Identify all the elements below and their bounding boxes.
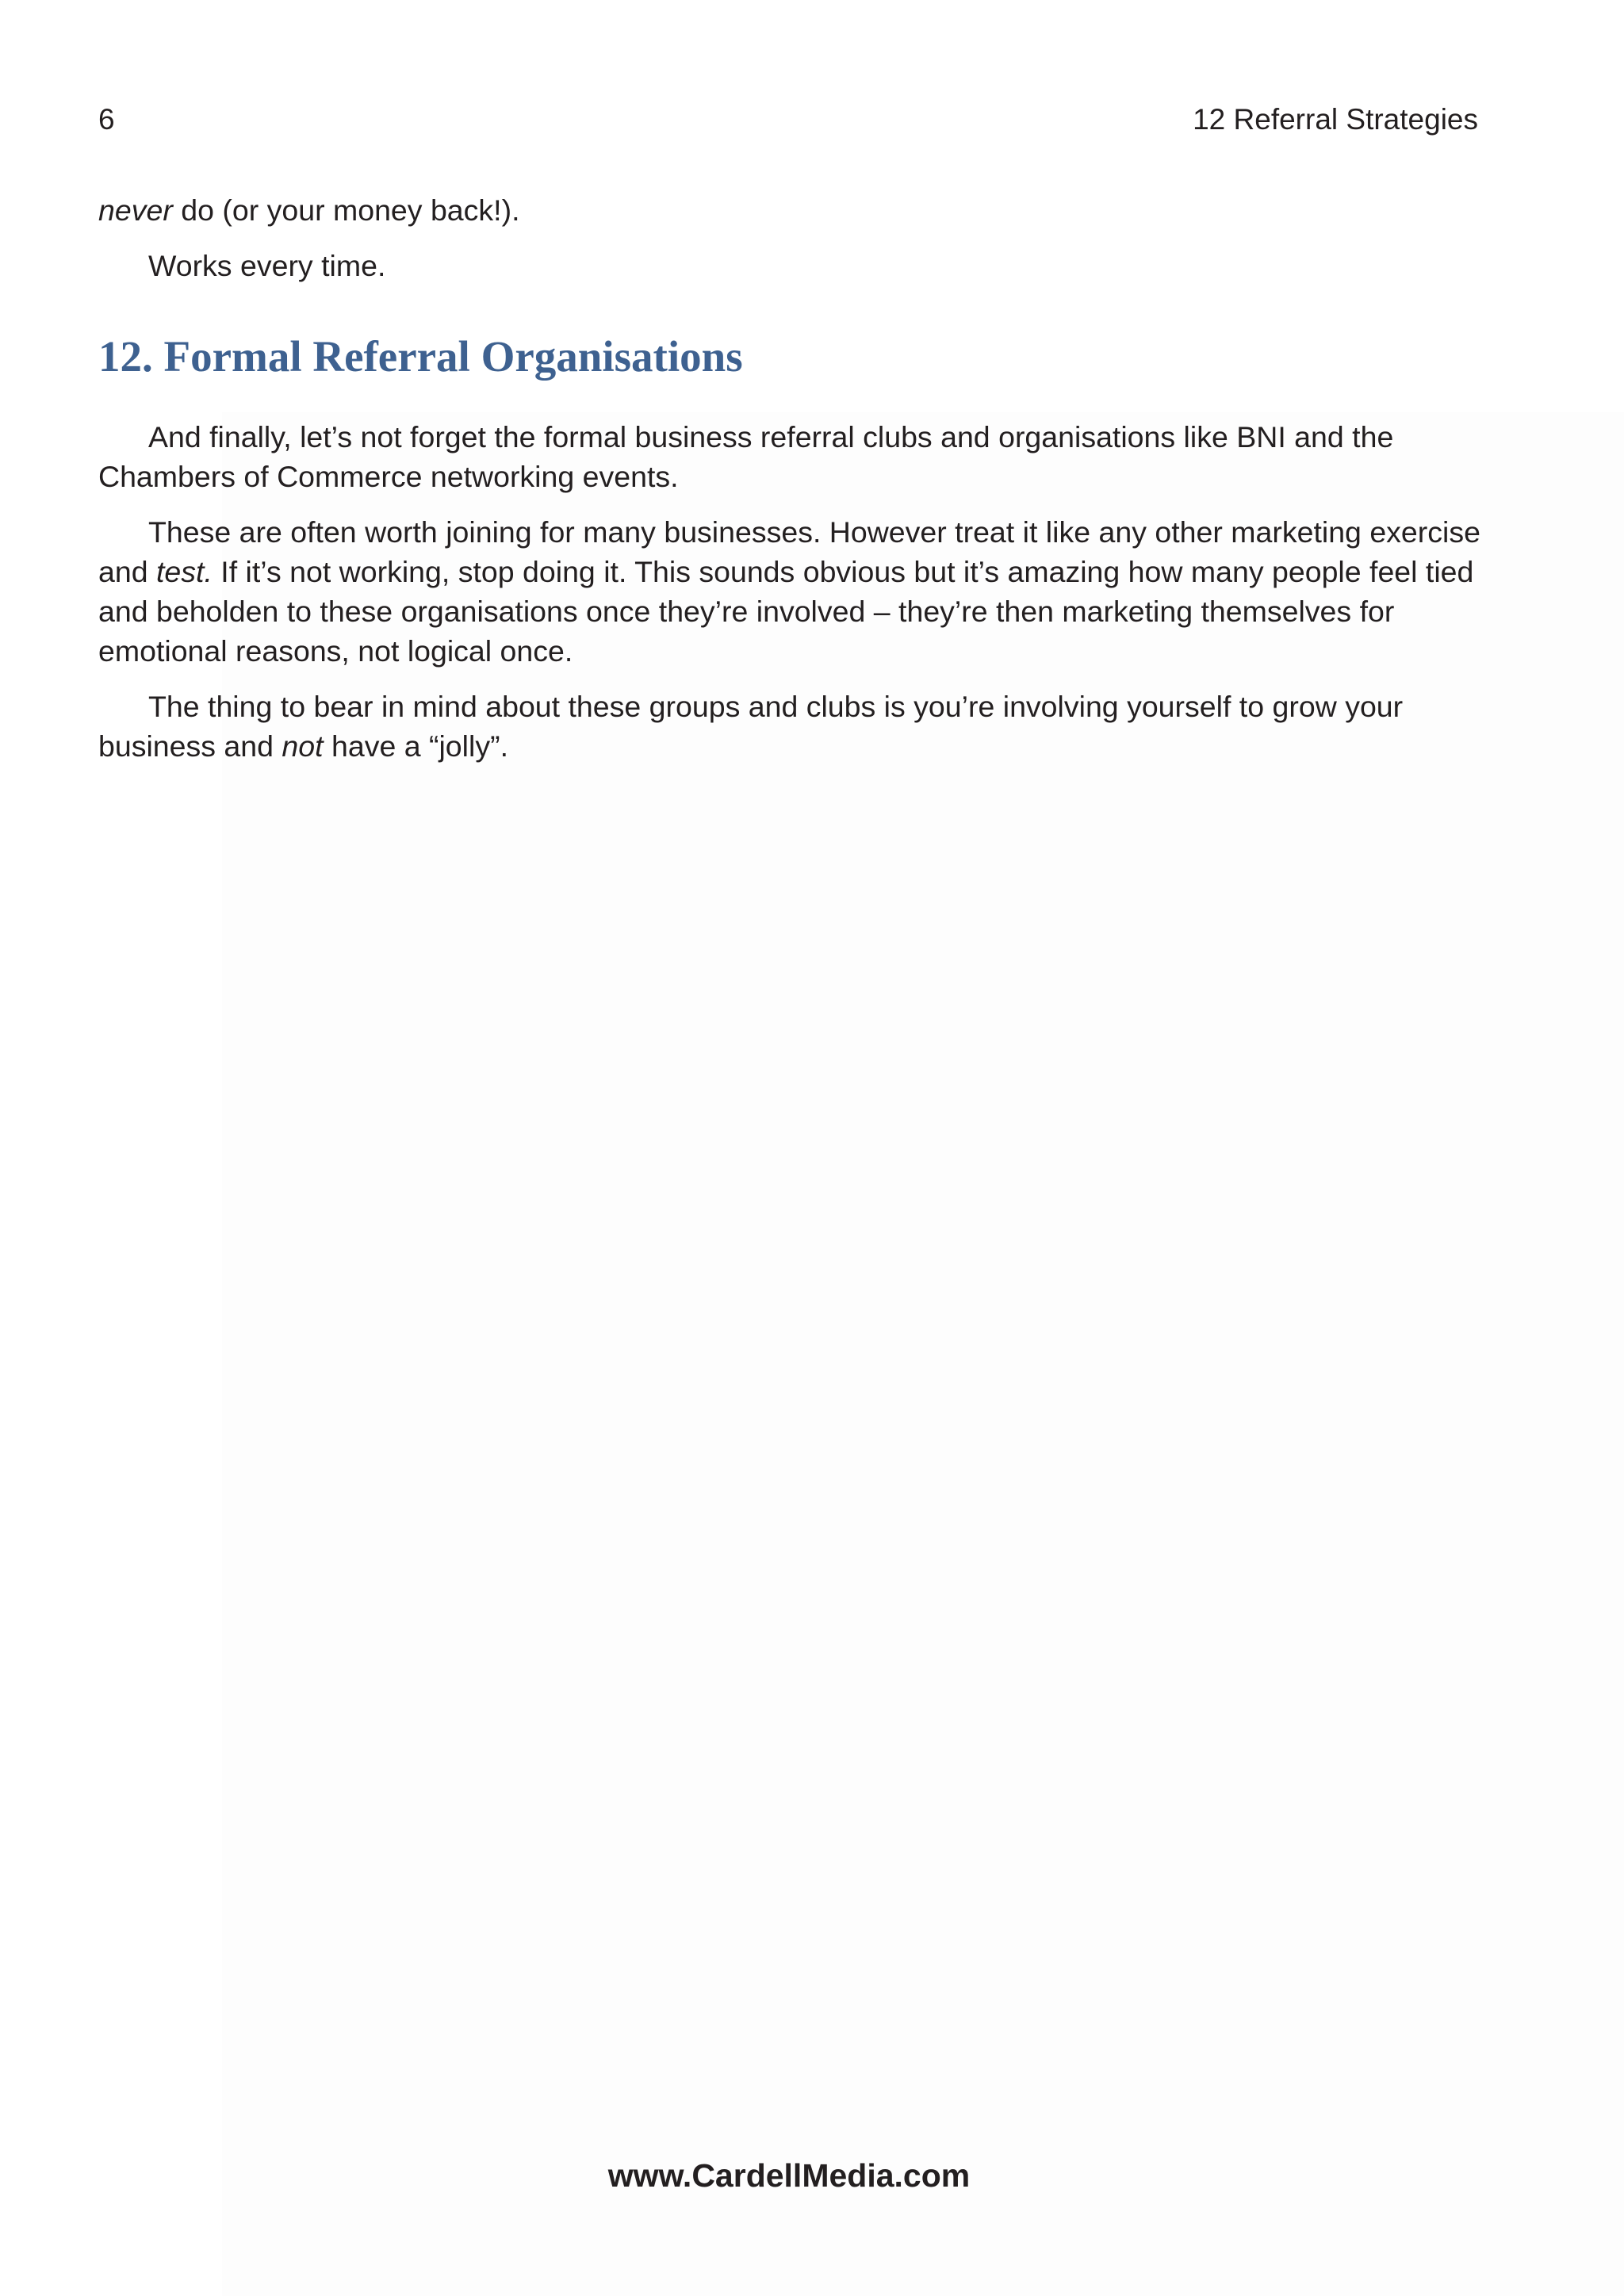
page-body	[98, 190, 1494, 782]
paragraph-2	[98, 512, 1494, 671]
page-number: 6	[98, 103, 115, 136]
continued-text: do (or your money back!).	[172, 193, 520, 227]
running-header	[98, 100, 1478, 140]
paragraph-3-text-b: have a “jolly”.	[323, 729, 508, 763]
section-heading: 12. Formal Referral Organisations	[98, 332, 743, 381]
paragraph-2-text-a: These are often worth joining for many businesses. However treat it like any other marketing exercise and	[98, 515, 1480, 588]
footer-url: www.CardellMedia.com	[607, 2157, 971, 2194]
continued-paragraph	[98, 190, 1494, 230]
running-title: 12 Referral Strategies	[1193, 103, 1478, 136]
emphasis-never: never	[98, 193, 173, 227]
paragraph-2-text-b: If it’s not working, stop doing it. This sounds obvious but it’s amazing how many people feel tied and beholden to these organisations once they’re involved – they’re then marketing themselves for emotional reasons, not logical once.	[98, 555, 1474, 668]
emphasis-test: test.	[156, 555, 213, 588]
paragraph-3-text-a: The thing to bear in mind about these groups and clubs is you’re involving yourself to grow your business and	[98, 690, 1404, 763]
emphasis-not: not	[282, 729, 324, 763]
paragraph-3	[98, 687, 1494, 766]
paragraph-1: And finally, let’s not forget the formal business referral clubs and organisations like BNI and the Chambers of Commerce networking events.	[98, 420, 1394, 493]
paragraph-works-every-time: Works every time.	[148, 249, 386, 282]
